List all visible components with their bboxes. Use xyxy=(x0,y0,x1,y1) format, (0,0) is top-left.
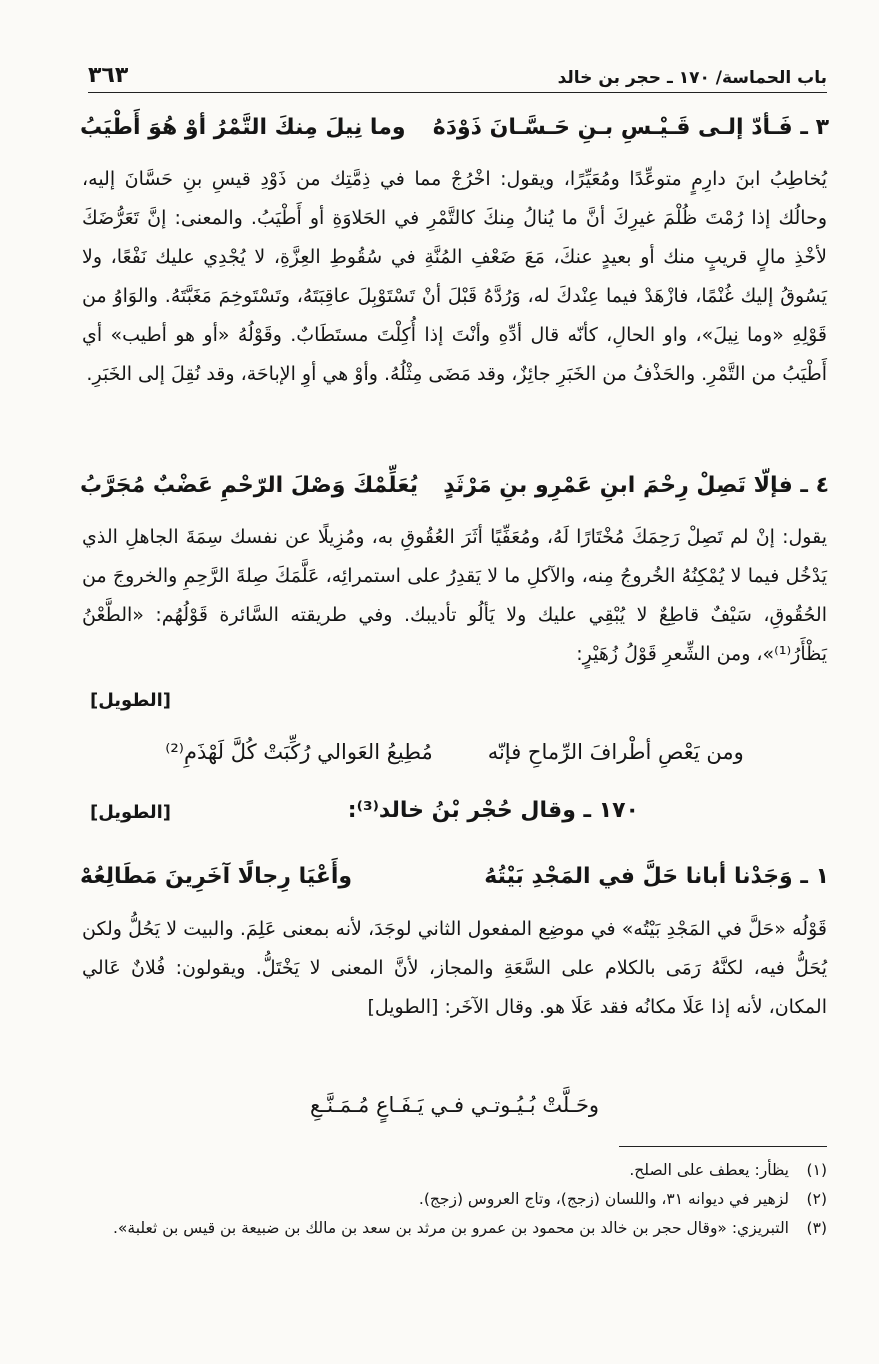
section-title: ١٧٠ ـ وقال حُجْر بْنُ خالد⁽³⁾: xyxy=(347,798,639,823)
commentary-paragraph: يقول: إنْ لم تَصِلْ رَحِمَكَ مُخْتَارًا لَهُ، ومُعَفِّيًا أثَرَ العُقُوقِ به، ومُزِيلًا عن نفسك سِمَةَ الجاهلِ الذي يَدْخُل فيما لا يُمْكِنُهُ الخُروجُ مِنه، والآكلِ ما لا يَقدِرُ على استمرائِه، عَلَّمَكَ صِلةَ الرَّحِمِ والخروجَ من الحُقُوقِ، سَيْفٌ قاطِعٌ لا يُبْقِي عليك ولا يَألُو تأديبك. وفي طريقته السَّائرة قَوْلُهُم: «الطَّعْنُ يَظْأَرُ⁽¹⁾»، ومن الشِّعرِ قَوْلُ زُهَيْرٍ: xyxy=(82,526,827,665)
footnote xyxy=(84,1156,827,1185)
footnote-divider xyxy=(619,1146,827,1147)
commentary-verse-1 xyxy=(82,910,827,1027)
footnotes xyxy=(84,1156,827,1243)
meter-label: [الطويل] xyxy=(90,690,172,711)
footnote-number: (٢) xyxy=(806,1190,827,1208)
quoted-hemistich: وحَـلَّتْ بُـيُـوتـي فـي يَـفَـاعٍ مُـمَـنَّـعِ xyxy=(309,1093,600,1117)
zuhair-first-hemistich: ومن يَعْصِ أطْرافَ الرِّماحِ فإنّه xyxy=(487,740,744,764)
running-title: باب الحماسة/ ١٧٠ ـ حجر بن خالد xyxy=(557,68,827,88)
commentary-verse-3 xyxy=(82,160,827,394)
verse-3-first-hemistich: ٣ ـ فَـأدّ إلـى قَـيْـسِ بـنِ حَـسَّـانَ ذَوْدَهُ xyxy=(432,115,829,140)
footnote-number: (١) xyxy=(806,1161,827,1179)
zuhair-second-hemistich: مُطِيعُ العَوالي رُكِّبَتْ كُلَّ لَهْذَمِ⁽²⁾ xyxy=(165,740,433,764)
zuhair-verse xyxy=(80,735,829,769)
verse-3-second-hemistich: وما نِيلَ مِنكَ التَّمْرُ أوْ هُوَ أَطْيَبُ xyxy=(80,115,406,140)
verse-1-second-hemistich: وأَعْيَا رِجالًا آخَرِينَ مَطَالِعُهْ xyxy=(80,864,353,889)
footnote xyxy=(84,1185,827,1214)
commentary-paragraph: يُخاطِبُ ابنَ دارِمٍ متوعِّدًا ومُعَيِّرًا، ويقول: اخْرُجْ مما في ذِمَّتِك من ذَوْدِ قيسِ بنِ حَسَّانَ إليه، وحالُك إذا رُمْتَ ظُلْمَ غيرِكَ أنَّ ما يُنالُ مِنكَ كالتَّمْرِ في الحَلاوَةِ أو أَطْيَبُ. والمعنى: إنَّ تَعَرُّضَكَ لأخْذِ مالٍ قريبٍ منك أو بعيدٍ عنكَ، مَعَ ضَعْفِ المُنَّةِ في سُقُوطِ العِزَّةِ، لا يُجْدِي عليك نَفْعًا، ولا يَسُوقُ إليك غُنْمًا، فازْهَدْ فيما عِنْدكَ له، وَرُدَّهُ قَبْلَ أنْ تَسْتَوْبِلَ عاقِبَتَهُ، وتَسْتَوخِمَ مَغَبَّتَهُ. والوَاوُ من قَوْلِهِ «وما نِيلَ»، واو الحالِ، كأنّه قال أدِّهِ وأنْتَ إذا أُكِلْتَ مستَطَابٌ. وقَوْلُهُ «أو هو أطيب» أي أَطْيَبُ من التَّمْرِ. والحَذْفُ من الخَبَرِ جائِزٌ، وقد مَضَى مِثْلُهُ. وأوْ هي أوِ الإباحَة، وقد نُقِلَ إلى الخَبَرِ. xyxy=(82,168,827,385)
verse-4-first-hemistich: ٤ ـ فإلّا تَصِلْ رِحْمَ ابنِ عَمْرِو بنِ مَرْثَدٍ xyxy=(443,473,829,498)
verse-4-second-hemistich: يُعَلِّمْكَ وَصْلَ الرّحْمِ عَضْبٌ مُجَرَّبُ xyxy=(80,473,418,498)
page-header xyxy=(88,58,827,93)
verse-3 xyxy=(80,111,829,145)
commentary-verse-4 xyxy=(82,518,827,674)
footnote-text: يظأر: يعطف على الصلح. xyxy=(629,1161,789,1179)
footnote-text: التبريزي: «وقال حجر بن خالد بن محمود بن عمرو بن مرثد بن سعد بن مالك بن ضبيعة بن قيس بن ثعلبة». xyxy=(113,1219,789,1237)
verse-1 xyxy=(80,860,829,894)
verse-1-first-hemistich: ١ ـ وَجَدْنا أبانا حَلَّ في المَجْدِ بَيْتُهُ xyxy=(484,864,829,889)
verse-4 xyxy=(80,469,829,503)
footnote xyxy=(84,1214,827,1243)
footnote-text: لزهير في ديوانه ٣١، واللسان (زجج)، وتاج العروس (زجج). xyxy=(418,1190,789,1208)
quoted-verse xyxy=(80,1088,829,1122)
footnote-number: (٣) xyxy=(806,1219,827,1237)
page-number: ٣٦٣ xyxy=(88,63,129,88)
commentary-paragraph: قَوْلُه «حَلَّ في المَجْدِ بَيْتُه» في موضِع المفعول الثاني لوجَدَ، لأنه بمعنى عَلِمَ. والبيت لا يَحُلُّ ولكن يُحَلُّ فيه، لكنَّهُ رَمَى بالكلام على السَّعَةِ والمجاز، لأنَّ المعنى لا يَخْتَلُّ. ويقولون: فُلانٌ عَالي المكان، لأنه إذا عَلَا مكانُه فقد عَلَا هو. وقال الآخَر: [الطويل] xyxy=(82,918,827,1018)
section-meter: [الطويل] xyxy=(90,802,172,823)
